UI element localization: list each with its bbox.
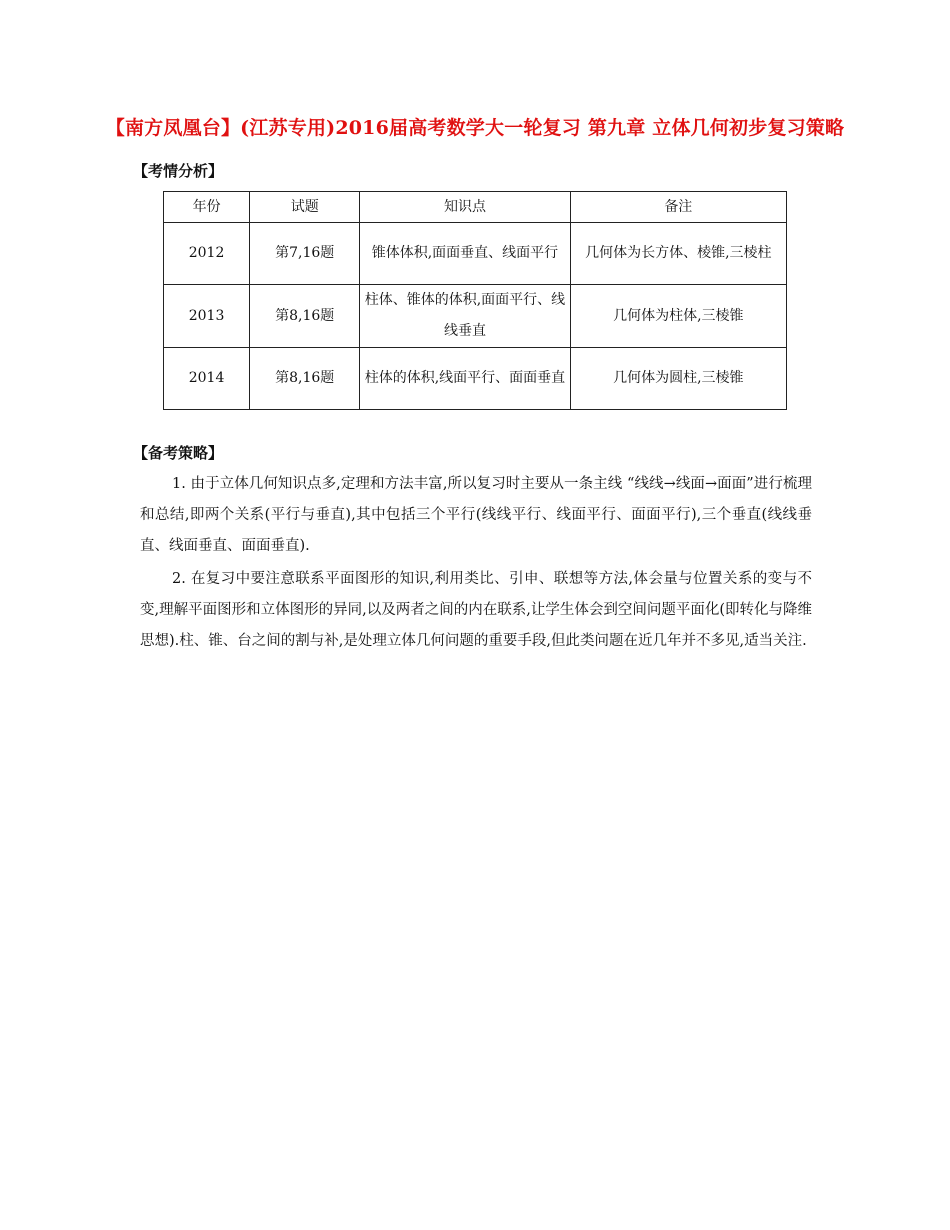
exam-analysis-table: [163, 191, 787, 410]
strategy-paragraph-1: 1. 由于立体几何知识点多,定理和方法丰富,所以复习时主要从一条主线 “线线→线面→面面”进行梳理和总结,即两个关系(平行与垂直),其中包括三个平行(线线平行、线面平行、面面平行),三个垂直(线线垂直、线面垂直、面面垂直).: [140, 476, 812, 554]
table-row: [164, 348, 787, 410]
column-header-question: 试题: [250, 192, 360, 223]
cell-remarks: 几何体为柱体,三棱锥: [570, 285, 786, 348]
column-header-knowledge: 知识点: [360, 192, 570, 223]
cell-question: 第8,16题: [250, 348, 360, 410]
cell-knowledge: 柱体、锥体的体积,面面平行、线线垂直: [360, 285, 570, 348]
cell-knowledge: 锥体体积,面面垂直、线面平行: [360, 223, 570, 285]
cell-year: 2014: [164, 348, 250, 410]
section-heading-analysis: 【考情分析】: [133, 162, 224, 180]
cell-remarks: 几何体为长方体、棱锥,三棱柱: [570, 223, 786, 285]
cell-question: 第8,16题: [250, 285, 360, 348]
cell-remarks: 几何体为圆柱,三棱锥: [570, 348, 786, 410]
column-header-year: 年份: [164, 192, 250, 223]
table-header-row: [164, 192, 787, 223]
strategy-paragraph-2: 2. 在复习中要注意联系平面图形的知识,利用类比、引申、联想等方法,体会量与位置关系的变与不变,理解平面图形和立体图形的异同,以及两者之间的内在联系,让学生体会到空间问题平面化(即转化与降维思想).柱、锥、台之间的割与补,是处理立体几何问题的重要手段,但此类问题在近几年并不多见,适当关注.: [140, 571, 812, 649]
table-row: [164, 223, 787, 285]
column-header-remarks: 备注: [570, 192, 786, 223]
cell-year: 2013: [164, 285, 250, 348]
section-heading-strategy: 【备考策略】: [133, 444, 224, 462]
table-row: [164, 285, 787, 348]
cell-knowledge: 柱体的体积,线面平行、面面垂直: [360, 348, 570, 410]
document-title: 【南方凤凰台】(江苏专用)2016届高考数学大一轮复习 第九章 立体几何初步复习策略: [105, 117, 845, 139]
cell-year: 2012: [164, 223, 250, 285]
cell-question: 第7,16题: [250, 223, 360, 285]
